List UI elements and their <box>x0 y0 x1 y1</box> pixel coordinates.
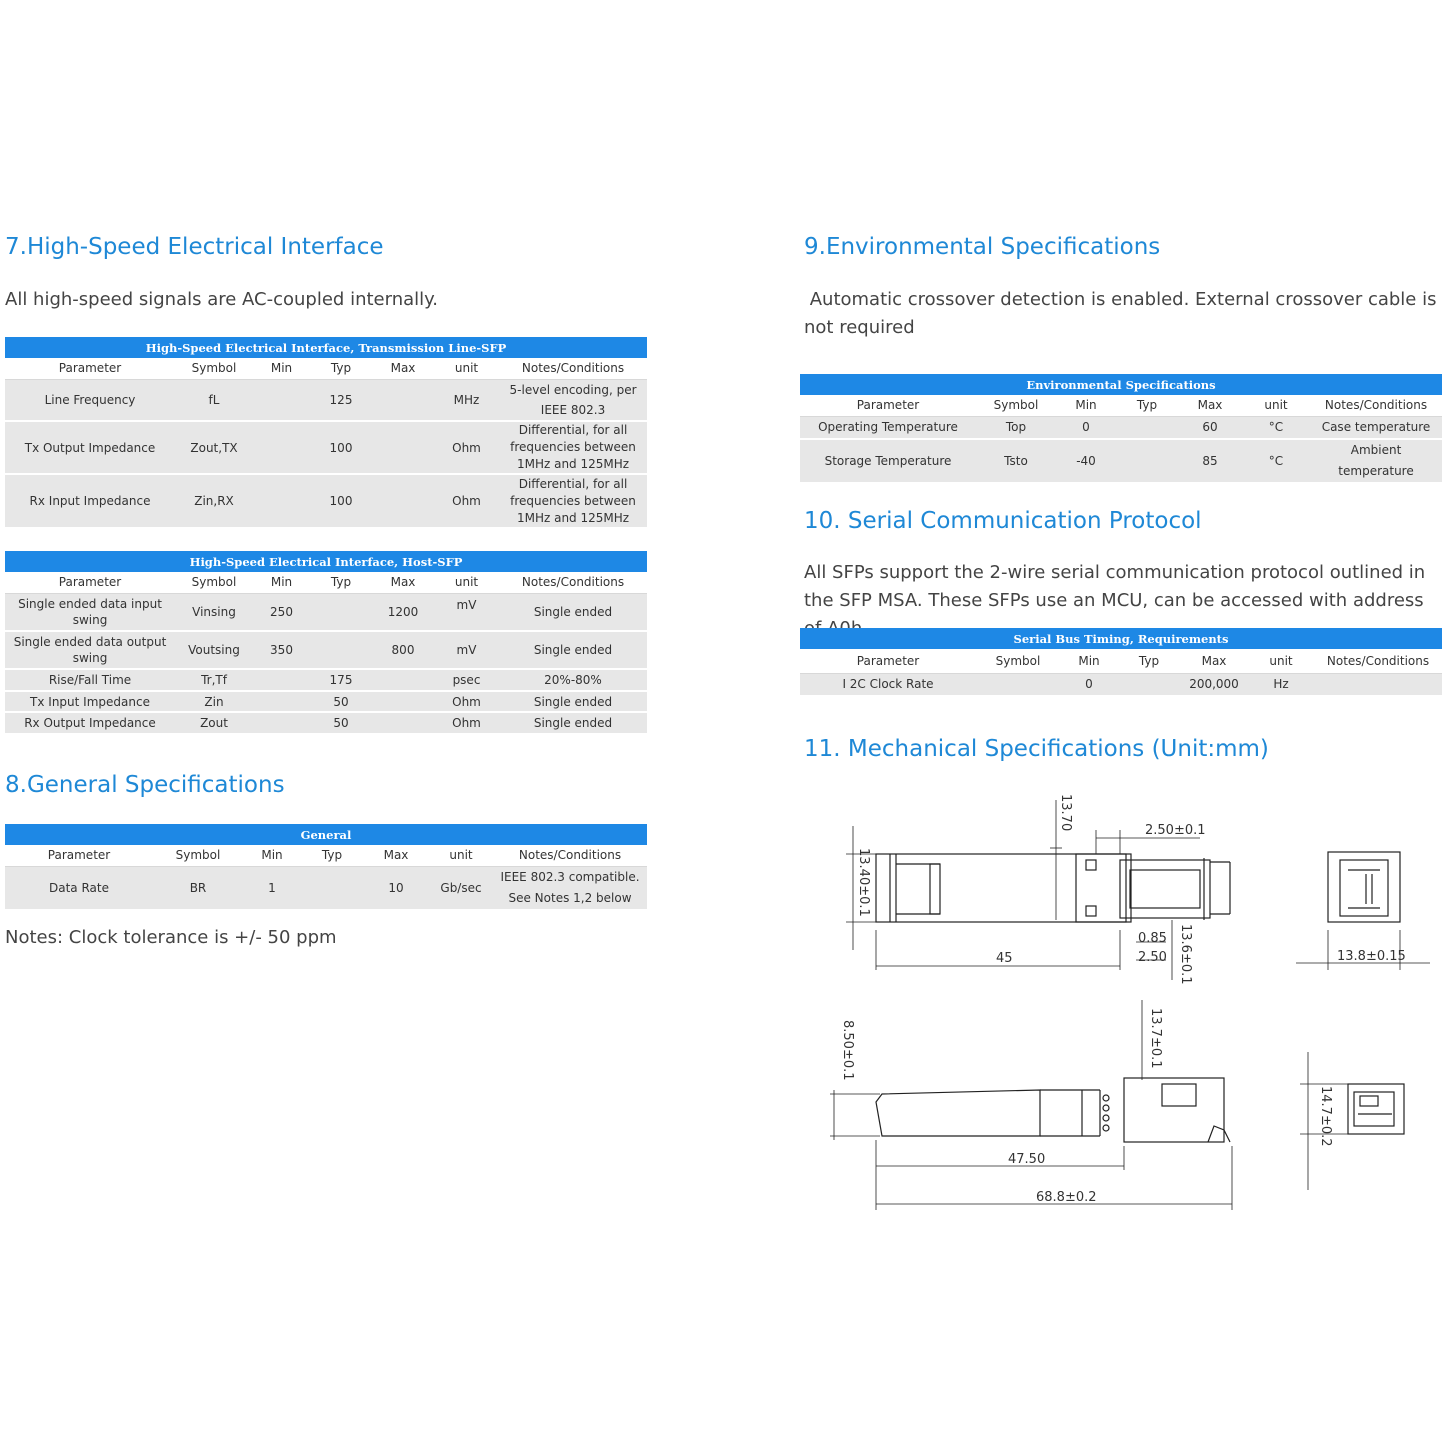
cell: Single ended data output swing <box>5 631 175 669</box>
cell: Single ended data input swing <box>5 593 175 631</box>
dim-14-7: 14.7±0.2 <box>1318 1086 1333 1147</box>
cell: 0 <box>1060 673 1118 695</box>
cell: Single ended <box>499 593 647 631</box>
col-header: Typ <box>1118 649 1180 673</box>
cell: 1 <box>243 866 301 909</box>
table-row <box>5 691 647 712</box>
col-header: Max <box>372 358 434 379</box>
cell: Gb/sec <box>429 866 493 909</box>
col-header: Min <box>253 358 310 379</box>
table-row <box>800 439 1442 482</box>
col-header: Parameter <box>800 649 976 673</box>
environment-table <box>800 374 1442 482</box>
col-header: Parameter <box>800 395 976 416</box>
cell: 175 <box>310 669 372 691</box>
cell: Line Frequency <box>5 379 175 421</box>
col-header: Parameter <box>5 572 175 593</box>
table-title: High-Speed Electrical Interface, Transmission Line-SFP <box>5 337 647 358</box>
col-header: unit <box>434 358 499 379</box>
cell <box>253 712 310 733</box>
cell: 10 <box>363 866 429 909</box>
hs-transmission-table <box>5 337 647 527</box>
cell: mV <box>434 631 499 669</box>
general-table <box>5 824 647 909</box>
section-7-text: All high-speed signals are AC-coupled internally. <box>5 289 438 310</box>
cell: Ohm <box>434 474 499 527</box>
cell <box>253 379 310 421</box>
col-header: Min <box>253 572 310 593</box>
cell <box>372 474 434 527</box>
cell: Ohm <box>434 712 499 733</box>
cell: Ambient temperature <box>1310 439 1442 482</box>
cell <box>976 673 1060 695</box>
col-header: Typ <box>1116 395 1178 416</box>
cell: BR <box>153 866 243 909</box>
col-header: Max <box>1178 395 1242 416</box>
sfp-end-view-top <box>1328 852 1400 922</box>
table-title: Serial Bus Timing, Requirements <box>800 628 1442 649</box>
dim-13-8: 13.8±0.15 <box>1337 949 1406 964</box>
cell <box>372 712 434 733</box>
cell: I 2C Clock Rate <box>800 673 976 695</box>
col-header: Notes/Conditions <box>499 572 647 593</box>
col-header: Parameter <box>5 358 175 379</box>
dim-8-50: 8.50±0.1 <box>840 1020 855 1081</box>
cell: 125 <box>310 379 372 421</box>
section-9-heading: 9.Environmental Specifications <box>804 234 1161 260</box>
general-notes: Notes: Clock tolerance is +/- 50 ppm <box>5 927 337 948</box>
cell: Rise/Fall Time <box>5 669 175 691</box>
cell: 350 <box>253 631 310 669</box>
col-header: Max <box>372 572 434 593</box>
col-header: Max <box>363 845 429 866</box>
cell <box>1116 439 1178 482</box>
cell <box>1314 673 1442 695</box>
cell <box>372 691 434 712</box>
col-header: Max <box>1180 649 1248 673</box>
dim-68-8: 68.8±0.2 <box>1036 1190 1097 1205</box>
cell: 250 <box>253 593 310 631</box>
table-row <box>5 474 647 527</box>
table-row <box>800 416 1442 439</box>
col-header: unit <box>434 572 499 593</box>
col-header: Notes/Conditions <box>1310 395 1442 416</box>
cell <box>301 866 363 909</box>
cell: Operating Temperature <box>800 416 976 439</box>
hs-host-table <box>5 551 647 733</box>
col-header: Parameter <box>5 845 153 866</box>
col-header: Symbol <box>976 395 1056 416</box>
table-title: Environmental Specifications <box>800 374 1442 395</box>
cell: 5-level encoding, per IEEE 802.3 <box>499 379 647 421</box>
table-row <box>5 379 647 421</box>
dim-2-50-tol: 2.50±0.1 <box>1145 823 1206 838</box>
cell: 100 <box>310 421 372 474</box>
dim-47-50: 47.50 <box>1008 1152 1046 1167</box>
col-header: unit <box>1242 395 1310 416</box>
cell: 800 <box>372 631 434 669</box>
cell: 50 <box>310 712 372 733</box>
dim-0-85: 0.85 <box>1138 931 1167 946</box>
serial-bus-table <box>800 628 1442 695</box>
cell <box>372 379 434 421</box>
section-7-heading: 7.High-Speed Electrical Interface <box>5 234 384 260</box>
cell: psec <box>434 669 499 691</box>
cell <box>1118 673 1180 695</box>
cell: Zout <box>175 712 253 733</box>
table-row <box>5 631 647 669</box>
cell <box>1116 416 1178 439</box>
cell: 1200 <box>372 593 434 631</box>
col-header: Typ <box>310 358 372 379</box>
dim-13-70: 13.70 <box>1058 794 1073 832</box>
cell: Hz <box>1248 673 1314 695</box>
cell: Rx Input Impedance <box>5 474 175 527</box>
cell: Differential, for all frequencies between 1MHz and 125MHz <box>499 474 647 527</box>
dim-45: 45 <box>996 951 1013 966</box>
cell: 200,000 <box>1180 673 1248 695</box>
cell <box>253 669 310 691</box>
col-header: Symbol <box>175 358 253 379</box>
cell: Single ended <box>499 712 647 733</box>
table-row <box>5 712 647 733</box>
table-row <box>800 673 1442 695</box>
mechanical-drawing <box>800 790 1440 1230</box>
cell: Zin <box>175 691 253 712</box>
col-header: unit <box>1248 649 1314 673</box>
col-header: Notes/Conditions <box>493 845 647 866</box>
dim-13-7: 13.7±0.1 <box>1148 1008 1163 1069</box>
table-row <box>5 593 647 631</box>
cell: Zout,TX <box>175 421 253 474</box>
cell: -40 <box>1056 439 1116 482</box>
cell: mV <box>434 593 499 631</box>
col-header: Min <box>1060 649 1118 673</box>
cell: Case temperature <box>1310 416 1442 439</box>
cell: Top <box>976 416 1056 439</box>
section-10-heading: 10. Serial Communication Protocol <box>804 508 1202 534</box>
cell <box>310 593 372 631</box>
section-10-text: All SFPs support the 2-wire serial communication protocol outlined in the SFP MSA. These SFPs use an MCU, can be accessed with address <box>804 562 1426 611</box>
col-header: Typ <box>301 845 363 866</box>
cell: fL <box>175 379 253 421</box>
cell: 100 <box>310 474 372 527</box>
cell: Ohm <box>434 421 499 474</box>
cell: MHz <box>434 379 499 421</box>
side-view-dimensions <box>830 1000 1232 1210</box>
sfp-side-view <box>876 1078 1230 1142</box>
section-9-text: Automatic crossover detection is enabled. External crossover cable is not required <box>804 289 1443 338</box>
cell: Vinsing <box>175 593 253 631</box>
col-header: Notes/Conditions <box>499 358 647 379</box>
sfp-end-view-bottom <box>1348 1084 1404 1134</box>
cell <box>372 669 434 691</box>
cell: Zin,RX <box>175 474 253 527</box>
col-header: Min <box>1056 395 1116 416</box>
cell: Tx Input Impedance <box>5 691 175 712</box>
cell: Data Rate <box>5 866 153 909</box>
table-row <box>5 421 647 474</box>
cell: Differential, for all frequencies between 1MHz and 125MHz <box>499 421 647 474</box>
section-8-heading: 8.General Specifications <box>5 772 285 798</box>
col-header: Min <box>243 845 301 866</box>
sfp-top-view <box>876 854 1230 922</box>
section-11-heading: 11. Mechanical Specifications (Unit:mm) <box>804 736 1269 762</box>
cell: Rx Output Impedance <box>5 712 175 733</box>
cell: Single ended <box>499 691 647 712</box>
cell: 20%-80% <box>499 669 647 691</box>
cell: IEEE 802.3 compatible. See Notes 1,2 below <box>493 866 647 909</box>
cell: 0 <box>1056 416 1116 439</box>
col-header: unit <box>429 845 493 866</box>
col-header: Symbol <box>175 572 253 593</box>
cell <box>372 421 434 474</box>
table-title: High-Speed Electrical Interface, Host-SFP <box>5 551 647 572</box>
cell: Ohm <box>434 691 499 712</box>
cell <box>253 474 310 527</box>
col-header: Symbol <box>153 845 243 866</box>
cell: Tr,Tf <box>175 669 253 691</box>
cell: °C <box>1242 439 1310 482</box>
cell: 50 <box>310 691 372 712</box>
cell <box>253 421 310 474</box>
table-row <box>5 866 647 909</box>
dim-13-6: 13.6±0.1 <box>1178 924 1193 985</box>
cell: Voutsing <box>175 631 253 669</box>
cell: °C <box>1242 416 1310 439</box>
dim-2-50: 2.50 <box>1138 950 1167 965</box>
cell: 60 <box>1178 416 1242 439</box>
col-header: Typ <box>310 572 372 593</box>
cell: Tsto <box>976 439 1056 482</box>
cell <box>310 631 372 669</box>
dim-13-40: 13.40±0.1 <box>856 848 871 917</box>
cell: Storage Temperature <box>800 439 976 482</box>
col-header: Notes/Conditions <box>1314 649 1442 673</box>
cell: Tx Output Impedance <box>5 421 175 474</box>
cell: 85 <box>1178 439 1242 482</box>
table-title: General <box>5 824 647 845</box>
col-header: Symbol <box>976 649 1060 673</box>
table-row <box>5 669 647 691</box>
cell: Single ended <box>499 631 647 669</box>
cell <box>253 691 310 712</box>
